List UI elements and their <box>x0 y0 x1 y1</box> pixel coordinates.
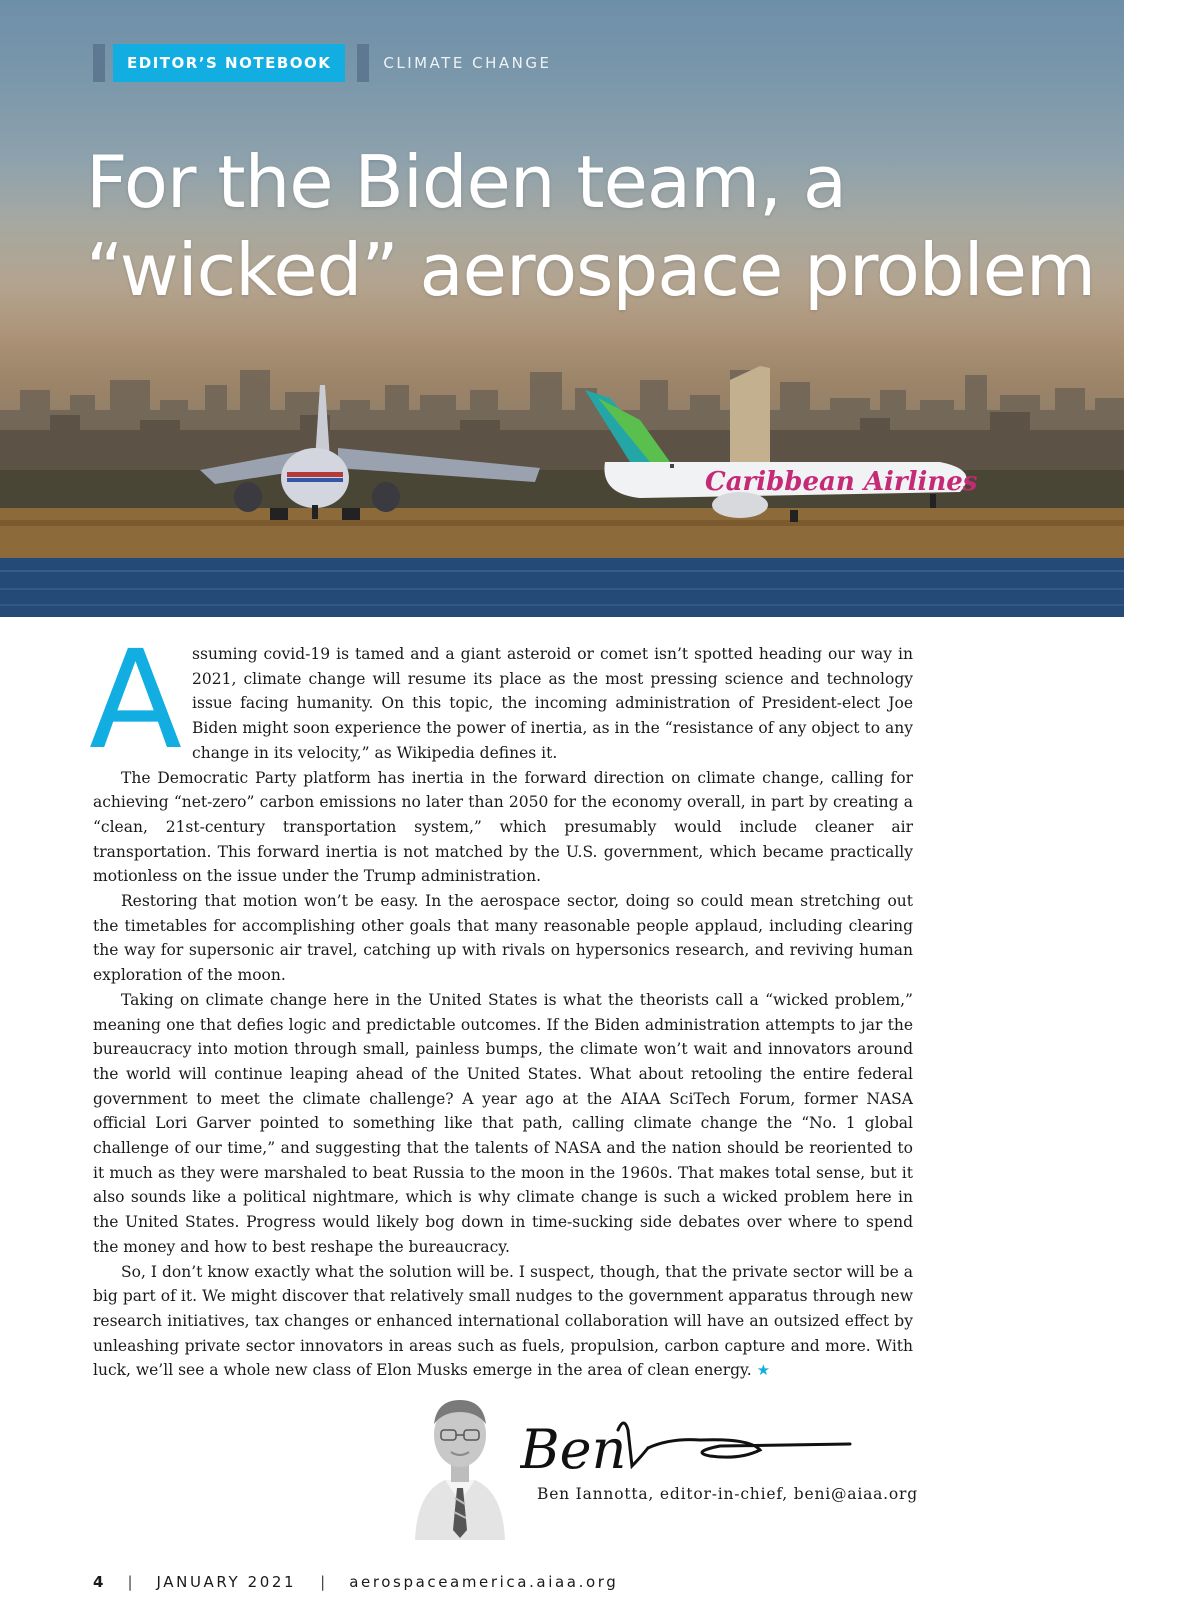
paragraph-1 <box>89 622 913 780</box>
paragraph-1-text: ssuming covid-19 is tamed and a giant asteroid or comet isn’t spotted heading our way in 2021, climate change will resume its place as the most pressing science and technology issue facing humanity. On this topic, the incoming administration of President-elect Joe Biden might soon experience the power of inertia, as in the “resistance of any object to any change in its velocity,” as Wikipedia defines it. <box>192 645 913 762</box>
topic-label: CLIMATE CHANGE <box>383 54 552 72</box>
footer-separator-2: | <box>320 1573 326 1591</box>
page-footer <box>93 1573 618 1591</box>
byline: Ben Iannotta, editor-in-chief, beni@aiaa.org <box>537 1485 918 1503</box>
water <box>0 558 1124 617</box>
author-portrait <box>405 1380 515 1540</box>
tag-bar-right <box>357 44 369 82</box>
paragraph-5-text: So, I don’t know exactly what the solution will be. I suspect, though, that the private sector will be a big part of it. We might discover that relatively small nudges to the government apparatus through new research initiatives, tax changes or enhanced international collaboration will have an outsized effect by unleashing private sector innovators in areas such as fuels, propulsion, carbon capture and more. With luck, we’ll see a whole new class of Elon Musks emerge in the area of clean energy. <box>93 1262 913 1380</box>
hero-photo <box>0 0 1124 617</box>
tower <box>730 366 770 470</box>
website-link[interactable]: aerospaceamerica.aiaa.org <box>349 1573 619 1591</box>
tag-bar-left <box>93 44 105 82</box>
paragraph-2: The Democratic Party platform has inertia in the forward direction on climate change, calling for achieving “net-zero” carbon emissions no later than 2050 for the economy overall, in part by creating a “clean, 21st-century transportation system,” which presumably would include cleaner air transportation. This forward inertia is not matched by the U.S. government, which became practically motionless on the issue under the Trump administration. <box>93 768 913 886</box>
author-signature <box>520 1408 860 1486</box>
article-body <box>89 622 913 1383</box>
drop-cap: A <box>89 622 183 780</box>
footer-separator-1: | <box>127 1573 133 1591</box>
issue-date: JANUARY 2021 <box>156 1573 297 1591</box>
page-number: 4 <box>93 1573 104 1591</box>
livery-text: Caribbean Airlines <box>705 467 978 497</box>
paragraph-4: Taking on climate change here in the United States is what the theorists call a “wicked problem,” meaning one that defies logic and predictable outcomes. If the Biden administration attempts to jar the bureaucracy into motion through small, painless bumps, the climate won’t wait and innovators around the world will continue leaping ahead of the United States. What about retooling the entire federal government to meet the climate challenge? A year ago at the AIAA SciTech Forum, former NASA official Lori Garver pointed to something like that path, calling climate change the “No. 1 global challenge of our time,” and suggesting that the talents of NASA and the nation should be reoriented to it much as they were marshaled to beat Russia to the moon in the 1960s. That makes total sense, but it also sounds like a political nightmare, which is why climate change is such a wicked problem here in the United States. Progress would likely bog down in time-sucking side debates over where to spend the money and how to best reshape the bureaucracy. <box>93 990 913 1256</box>
grass <box>0 508 1124 558</box>
paragraph-5 <box>93 1260 913 1384</box>
headline-line-1: For the Biden team, a <box>86 140 847 224</box>
paragraph-3: Restoring that motion won’t be easy. In the aerospace sector, doing so could mean stretching out the timetables for accomplishing other goals that many reasonable people applaud, including clearing the way for supersonic air travel, catching up with rivals on hypersonics research, and reviving human exploration of the moon. <box>93 892 913 985</box>
signature-text: Ben <box>520 1418 627 1481</box>
section-tag-row <box>93 44 551 82</box>
end-star-icon: ★ <box>756 1361 771 1380</box>
headline <box>86 138 1106 314</box>
section-tag: EDITOR’S NOTEBOOK <box>113 44 345 82</box>
headline-line-2: “wicked” aerospace problem <box>86 228 1096 312</box>
